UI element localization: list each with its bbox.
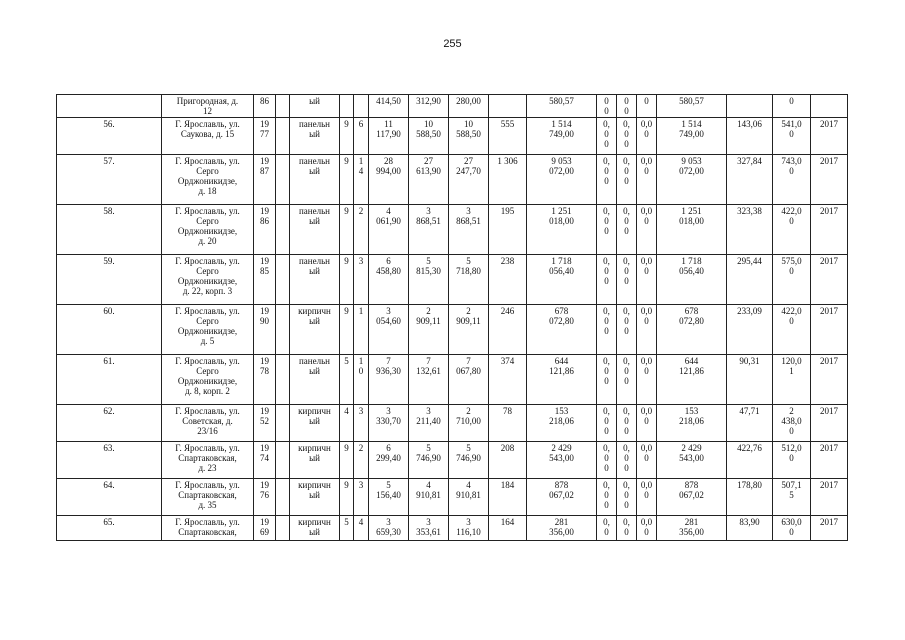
cell-addr: Г. Ярославль, ул. Спартаковская, д. 23 bbox=[162, 442, 254, 479]
cell-yr: 2017 bbox=[811, 255, 848, 305]
cell-year: 19 76 bbox=[254, 479, 276, 516]
cell-f1: 0, 0 0 bbox=[597, 205, 617, 255]
cell-addr: Г. Ярославль, ул. Спартаковская, bbox=[162, 516, 254, 541]
cell-cost: 281 356,00 bbox=[527, 516, 597, 541]
cell-rate: 743,0 0 bbox=[773, 155, 811, 205]
cell-entr: 2 bbox=[354, 442, 369, 479]
cell-a2: 3 868,51 bbox=[409, 205, 449, 255]
cell-total: 1 251 018,00 bbox=[657, 205, 727, 255]
cell-num: 64. bbox=[57, 479, 162, 516]
cell-f3: 0,0 0 bbox=[637, 255, 657, 305]
cell-a3: 3 116,10 bbox=[449, 516, 489, 541]
cell-f1: 0, 0 0 bbox=[597, 355, 617, 405]
cell-entr: 3 bbox=[354, 479, 369, 516]
cell-mat: панельн ый bbox=[290, 255, 340, 305]
cell-f3: 0,0 0 bbox=[637, 155, 657, 205]
cell-a3: 5 718,80 bbox=[449, 255, 489, 305]
cell-num: 59. bbox=[57, 255, 162, 305]
cell-a3: 5 746,90 bbox=[449, 442, 489, 479]
cell-rate: 541,0 0 bbox=[773, 118, 811, 155]
cell-a3: 280,00 bbox=[449, 95, 489, 118]
cell-spec: 178,80 bbox=[727, 479, 773, 516]
table-row bbox=[57, 479, 848, 516]
cell-rate: 512,0 0 bbox=[773, 442, 811, 479]
cell-floors: 5 bbox=[340, 516, 354, 541]
cell-spec: 327,84 bbox=[727, 155, 773, 205]
cell-people: 238 bbox=[489, 255, 527, 305]
cell-mat: кирпичн ый bbox=[290, 405, 340, 442]
cell-f1: 0, 0 0 bbox=[597, 255, 617, 305]
cell-addr: Пригородная, д. 12 bbox=[162, 95, 254, 118]
cell-f1: 0, 0 0 bbox=[597, 479, 617, 516]
cell-f3: 0,0 0 bbox=[637, 479, 657, 516]
cell-yr: 2017 bbox=[811, 355, 848, 405]
cell-c3 bbox=[276, 118, 290, 155]
cell-cost: 644 121,86 bbox=[527, 355, 597, 405]
cell-addr: Г. Ярославль, ул. Серго Орджоникидзе, д. 5 bbox=[162, 305, 254, 355]
cell-addr: Г. Ярославль, ул. Серго Орджоникидзе, д. 22, корп. 3 bbox=[162, 255, 254, 305]
cell-rate: 120,0 1 bbox=[773, 355, 811, 405]
cell-num: 56. bbox=[57, 118, 162, 155]
cell-cost: 580,57 bbox=[527, 95, 597, 118]
cell-yr: 2017 bbox=[811, 442, 848, 479]
cell-entr: 3 bbox=[354, 255, 369, 305]
cell-yr: 2017 bbox=[811, 305, 848, 355]
cell-cost: 2 429 543,00 bbox=[527, 442, 597, 479]
cell-people: 195 bbox=[489, 205, 527, 255]
cell-year: 19 78 bbox=[254, 355, 276, 405]
table-row bbox=[57, 405, 848, 442]
cell-cost: 153 218,06 bbox=[527, 405, 597, 442]
cell-f2: 0, 0 0 bbox=[617, 355, 637, 405]
cell-c3 bbox=[276, 155, 290, 205]
cell-a3: 7 067,80 bbox=[449, 355, 489, 405]
cell-total: 878 067,02 bbox=[657, 479, 727, 516]
cell-entr: 3 bbox=[354, 405, 369, 442]
cell-spec: 422,76 bbox=[727, 442, 773, 479]
cell-c3 bbox=[276, 305, 290, 355]
cell-spec: 83,90 bbox=[727, 516, 773, 541]
cell-f2: 0, 0 0 bbox=[617, 405, 637, 442]
cell-a2: 27 613,90 bbox=[409, 155, 449, 205]
cell-total: 2 429 543,00 bbox=[657, 442, 727, 479]
cell-f1: 0, 0 bbox=[597, 516, 617, 541]
cell-a1: 3 054,60 bbox=[369, 305, 409, 355]
table-row bbox=[57, 155, 848, 205]
cell-f2: 0, 0 0 bbox=[617, 155, 637, 205]
cell-entr: 6 bbox=[354, 118, 369, 155]
cell-num: 61. bbox=[57, 355, 162, 405]
cell-mat: кирпичн ый bbox=[290, 516, 340, 541]
cell-a2: 2 909,11 bbox=[409, 305, 449, 355]
cell-spec: 323,38 bbox=[727, 205, 773, 255]
cell-f2: 0, 0 0 bbox=[617, 479, 637, 516]
cell-num bbox=[57, 95, 162, 118]
cell-c3 bbox=[276, 205, 290, 255]
cell-f2: 0, 0 0 bbox=[617, 442, 637, 479]
cell-mat: панельн ый bbox=[290, 355, 340, 405]
cell-a2: 5 815,30 bbox=[409, 255, 449, 305]
cell-year: 19 87 bbox=[254, 155, 276, 205]
cell-a1: 6 458,80 bbox=[369, 255, 409, 305]
cell-a2: 312,90 bbox=[409, 95, 449, 118]
cell-people bbox=[489, 95, 527, 118]
cell-people: 208 bbox=[489, 442, 527, 479]
cell-floors: 9 bbox=[340, 205, 354, 255]
cell-floors bbox=[340, 95, 354, 118]
cell-f1: 0, 0 0 bbox=[597, 155, 617, 205]
cell-num: 57. bbox=[57, 155, 162, 205]
cell-spec: 47,71 bbox=[727, 405, 773, 442]
table-row bbox=[57, 442, 848, 479]
cell-f3: 0,0 0 bbox=[637, 355, 657, 405]
cell-f3: 0,0 0 bbox=[637, 442, 657, 479]
cell-a3: 4 910,81 bbox=[449, 479, 489, 516]
cell-floors: 9 bbox=[340, 255, 354, 305]
cell-cost: 1 251 018,00 bbox=[527, 205, 597, 255]
cell-yr bbox=[811, 95, 848, 118]
cell-c3 bbox=[276, 516, 290, 541]
cell-spec: 143,06 bbox=[727, 118, 773, 155]
cell-people: 184 bbox=[489, 479, 527, 516]
cell-addr: Г. Ярославль, ул. Серго Орджоникидзе, д. 18 bbox=[162, 155, 254, 205]
cell-people: 246 bbox=[489, 305, 527, 355]
cell-total: 644 121,86 bbox=[657, 355, 727, 405]
cell-total: 1 514 749,00 bbox=[657, 118, 727, 155]
cell-f1: 0, 0 0 bbox=[597, 118, 617, 155]
cell-floors: 9 bbox=[340, 442, 354, 479]
cell-mat: панельн ый bbox=[290, 155, 340, 205]
cell-year: 19 74 bbox=[254, 442, 276, 479]
cell-c3 bbox=[276, 442, 290, 479]
cell-a2: 7 132,61 bbox=[409, 355, 449, 405]
cell-mat: кирпичн ый bbox=[290, 442, 340, 479]
cell-mat: ый bbox=[290, 95, 340, 118]
cell-num: 62. bbox=[57, 405, 162, 442]
table-row bbox=[57, 355, 848, 405]
table-row bbox=[57, 255, 848, 305]
cell-floors: 9 bbox=[340, 479, 354, 516]
cell-a1: 4 061,90 bbox=[369, 205, 409, 255]
cell-a3: 2 710,00 bbox=[449, 405, 489, 442]
cell-f3: 0,0 0 bbox=[637, 405, 657, 442]
cell-people: 164 bbox=[489, 516, 527, 541]
cell-a2: 3 211,40 bbox=[409, 405, 449, 442]
cell-spec: 233,09 bbox=[727, 305, 773, 355]
cell-a1: 6 299,40 bbox=[369, 442, 409, 479]
cell-cost: 878 067,02 bbox=[527, 479, 597, 516]
cell-f1: 0, 0 0 bbox=[597, 405, 617, 442]
cell-people: 374 bbox=[489, 355, 527, 405]
table-row bbox=[57, 305, 848, 355]
cell-year: 19 69 bbox=[254, 516, 276, 541]
cell-rate: 0 bbox=[773, 95, 811, 118]
cell-rate: 2 438,0 0 bbox=[773, 405, 811, 442]
cell-people: 555 bbox=[489, 118, 527, 155]
cell-mat: панельн ый bbox=[290, 118, 340, 155]
cell-addr: Г. Ярославль, ул. Серго Орджоникидзе, д. 20 bbox=[162, 205, 254, 255]
cell-a1: 3 330,70 bbox=[369, 405, 409, 442]
cell-yr: 2017 bbox=[811, 516, 848, 541]
cell-people: 1 306 bbox=[489, 155, 527, 205]
cell-people: 78 bbox=[489, 405, 527, 442]
cell-addr: Г. Ярославль, ул. Серго Орджоникидзе, д. 8, корп. 2 bbox=[162, 355, 254, 405]
cell-f2: 0, 0 0 bbox=[617, 255, 637, 305]
cell-year: 19 86 bbox=[254, 205, 276, 255]
cell-c3 bbox=[276, 255, 290, 305]
cell-yr: 2017 bbox=[811, 118, 848, 155]
cell-floors: 5 bbox=[340, 355, 354, 405]
cell-rate: 575,0 0 bbox=[773, 255, 811, 305]
page-number: 255 bbox=[443, 38, 462, 50]
cell-a1: 11 117,90 bbox=[369, 118, 409, 155]
cell-year: 19 90 bbox=[254, 305, 276, 355]
cell-f1: 0, 0 0 bbox=[597, 442, 617, 479]
cell-mat: панельн ый bbox=[290, 205, 340, 255]
cell-a3: 10 588,50 bbox=[449, 118, 489, 155]
cell-a1: 414,50 bbox=[369, 95, 409, 118]
cell-a2: 10 588,50 bbox=[409, 118, 449, 155]
cell-total: 1 718 056,40 bbox=[657, 255, 727, 305]
cell-addr: Г. Ярославль, ул. Саукова, д. 15 bbox=[162, 118, 254, 155]
cell-year: 86 bbox=[254, 95, 276, 118]
cell-a3: 3 868,51 bbox=[449, 205, 489, 255]
cell-total: 9 053 072,00 bbox=[657, 155, 727, 205]
cell-a1: 3 659,30 bbox=[369, 516, 409, 541]
cell-num: 63. bbox=[57, 442, 162, 479]
cell-a3: 27 247,70 bbox=[449, 155, 489, 205]
cell-a1: 28 994,00 bbox=[369, 155, 409, 205]
cell-year: 19 85 bbox=[254, 255, 276, 305]
table-row bbox=[57, 516, 848, 541]
cell-mat: кирпичн ый bbox=[290, 305, 340, 355]
cell-num: 65. bbox=[57, 516, 162, 541]
housing-register-table bbox=[56, 94, 848, 541]
cell-spec: 90,31 bbox=[727, 355, 773, 405]
cell-entr: 4 bbox=[354, 516, 369, 541]
cell-entr bbox=[354, 95, 369, 118]
cell-cost: 678 072,80 bbox=[527, 305, 597, 355]
cell-a2: 4 910,81 bbox=[409, 479, 449, 516]
cell-yr: 2017 bbox=[811, 205, 848, 255]
cell-year: 19 52 bbox=[254, 405, 276, 442]
cell-yr: 2017 bbox=[811, 405, 848, 442]
cell-f2: 0, 0 0 bbox=[617, 305, 637, 355]
cell-entr: 1 4 bbox=[354, 155, 369, 205]
cell-total: 153 218,06 bbox=[657, 405, 727, 442]
table-body bbox=[57, 95, 848, 541]
cell-yr: 2017 bbox=[811, 479, 848, 516]
cell-f2: 0, 0 0 bbox=[617, 118, 637, 155]
cell-entr: 1 bbox=[354, 305, 369, 355]
cell-addr: Г. Ярославль, ул. Спартаковская, д. 35 bbox=[162, 479, 254, 516]
table-row bbox=[57, 118, 848, 155]
cell-yr: 2017 bbox=[811, 155, 848, 205]
cell-c3 bbox=[276, 405, 290, 442]
cell-f3: 0,0 0 bbox=[637, 305, 657, 355]
cell-a2: 3 353,61 bbox=[409, 516, 449, 541]
cell-a3: 2 909,11 bbox=[449, 305, 489, 355]
cell-rate: 422,0 0 bbox=[773, 305, 811, 355]
cell-f2: 0, 0 0 bbox=[617, 205, 637, 255]
cell-floors: 9 bbox=[340, 305, 354, 355]
cell-f3: 0,0 0 bbox=[637, 118, 657, 155]
cell-f2: 0, 0 bbox=[617, 516, 637, 541]
table-row bbox=[57, 95, 848, 118]
cell-f3: 0,0 0 bbox=[637, 205, 657, 255]
cell-floors: 4 bbox=[340, 405, 354, 442]
cell-f1: 0 0 bbox=[597, 95, 617, 118]
cell-c3 bbox=[276, 479, 290, 516]
cell-floors: 9 bbox=[340, 155, 354, 205]
cell-entr: 2 bbox=[354, 205, 369, 255]
table-row bbox=[57, 205, 848, 255]
cell-num: 58. bbox=[57, 205, 162, 255]
cell-a2: 5 746,90 bbox=[409, 442, 449, 479]
cell-entr: 1 0 bbox=[354, 355, 369, 405]
cell-a1: 7 936,30 bbox=[369, 355, 409, 405]
cell-num: 60. bbox=[57, 305, 162, 355]
cell-f3: 0,0 0 bbox=[637, 516, 657, 541]
cell-addr: Г. Ярославль, ул. Советская, д. 23/16 bbox=[162, 405, 254, 442]
cell-rate: 422,0 0 bbox=[773, 205, 811, 255]
cell-a1: 5 156,40 bbox=[369, 479, 409, 516]
cell-total: 678 072,80 bbox=[657, 305, 727, 355]
cell-cost: 9 053 072,00 bbox=[527, 155, 597, 205]
cell-f3: 0 bbox=[637, 95, 657, 118]
cell-total: 281 356,00 bbox=[657, 516, 727, 541]
cell-spec bbox=[727, 95, 773, 118]
cell-rate: 507,1 5 bbox=[773, 479, 811, 516]
cell-f1: 0, 0 0 bbox=[597, 305, 617, 355]
cell-c3 bbox=[276, 355, 290, 405]
cell-f2: 0 0 bbox=[617, 95, 637, 118]
cell-mat: кирпичн ый bbox=[290, 479, 340, 516]
cell-c3 bbox=[276, 95, 290, 118]
cell-floors: 9 bbox=[340, 118, 354, 155]
cell-spec: 295,44 bbox=[727, 255, 773, 305]
cell-year: 19 77 bbox=[254, 118, 276, 155]
cell-total: 580,57 bbox=[657, 95, 727, 118]
cell-cost: 1 718 056,40 bbox=[527, 255, 597, 305]
cell-cost: 1 514 749,00 bbox=[527, 118, 597, 155]
cell-rate: 630,0 0 bbox=[773, 516, 811, 541]
